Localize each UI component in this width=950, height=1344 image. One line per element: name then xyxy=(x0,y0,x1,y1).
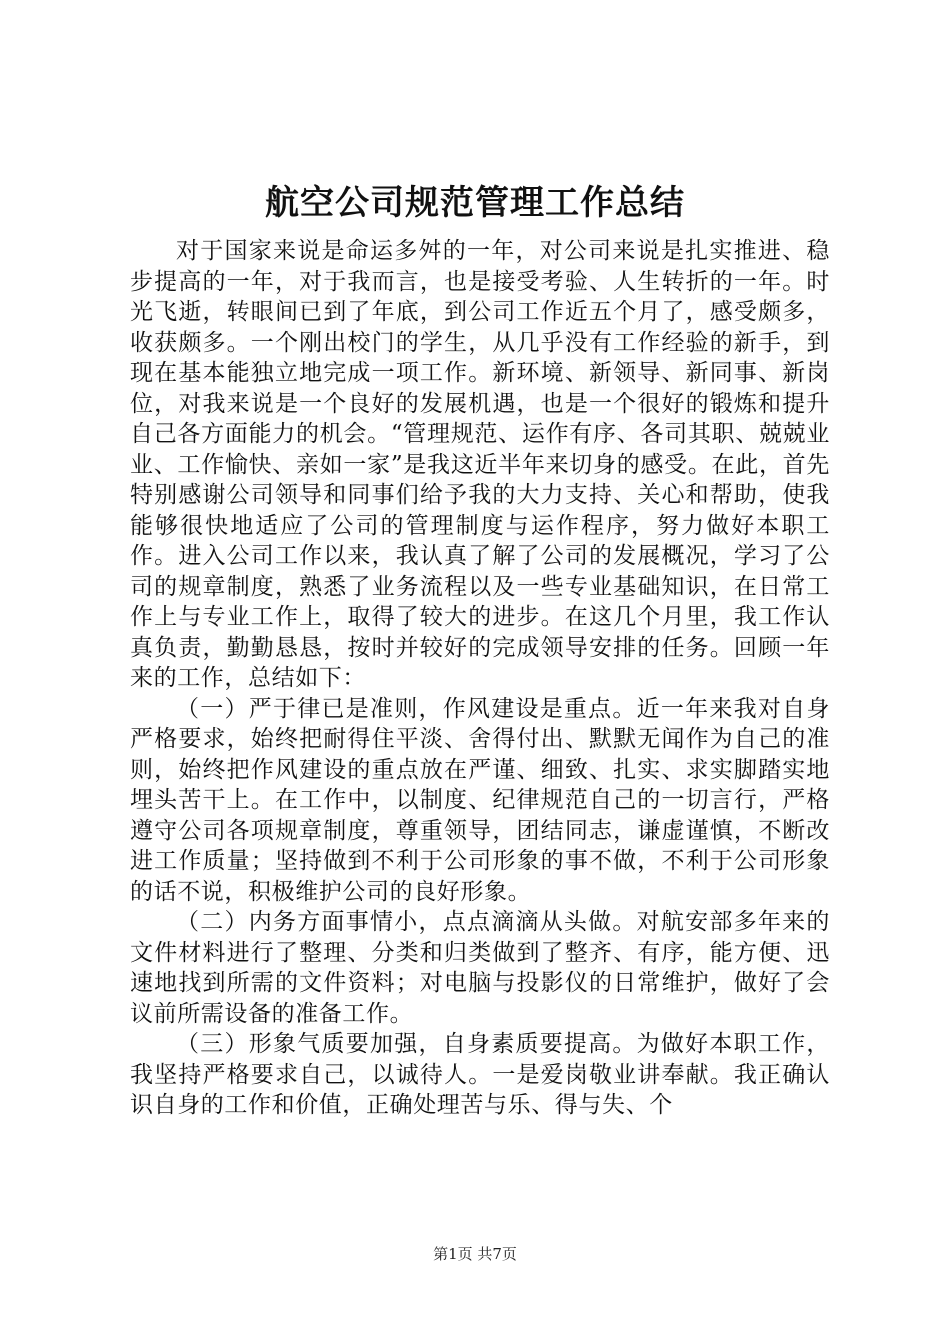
page-footer: 第1页 共7页 xyxy=(433,1245,517,1263)
document-title: 航空公司规范管理工作总结 xyxy=(265,183,685,223)
paragraph-intro: 对于国家来说是命运多舛的一年，对公司来说是扎实推进、稳步提高的一年，对于我而言，也是接受考验、人生转折的一年。时光飞逝，转眼间已到了年底，到公司工作近五个月了，感受颇多，收获颇多。一个刚出校门的学生，从几乎没有工作经验的新手，到现在基本能独立地完成一项工作。新环境、新领导、新同事、新岗位，对我来说是一个良好的发展机遇，也是一个很好的锻炼和提升自己各方面能力的机会。“管理规范、运作有序、各司其职、兢兢业业、工作愉快、亲如一家”是我这近半年来切身的感受。在此，首先特别感谢公司领导和同事们给予我的大力支持、关心和帮助，使我能够很快地适应了公司的管理制度与运作程序，努力做好本职工作。进入公司工作以来，我认真了解了公司的发展概况，学习了公司的规章制度，熟悉了业务流程以及一些专业基础知识，在日常工作上与专业工作上，取得了较大的进步。在这几个月里，我工作认真负责，勤勤恳恳，按时并较好的完成领导安排的任务。回顾一年来的工作，总结如下： xyxy=(130,238,830,691)
document-body xyxy=(130,236,830,1121)
paragraph-section-3: （三）形象气质要加强，自身素质要提高。为做好本职工作，我坚持严格要求自己，以诚待人。一是爱岗敬业讲奉献。我正确认识自身的工作和价值，正确处理苦与乐、得与失、个 xyxy=(130,1031,830,1118)
paragraph-section-1: （一）严于律已是准则，作风建设是重点。近一年来我对自身严格要求，始终把耐得住平淡、舍得付出、默默无闻作为自己的准则，始终把作风建设的重点放在严谨、细致、扎实、求实脚踏实地埋头苦干上。在工作中，以制度、纪律规范自己的一切言行，严格遵守公司各项规章制度，尊重领导，团结同志，谦虚谨慎，不断改进工作质量；坚持做到不利于公司形象的事不做，不利于公司形象的话不说，积极维护公司的良好形象。 xyxy=(130,695,830,905)
paragraph-section-2: （二）内务方面事情小，点点滴滴从头做。对航安部多年来的文件材料进行了整理、分类和归类做到了整齐、有序，能方便、迅速地找到所需的文件资料；对电脑与投影仪的日常维护，做好了会议前所需设备的准备工作。 xyxy=(130,909,830,1027)
